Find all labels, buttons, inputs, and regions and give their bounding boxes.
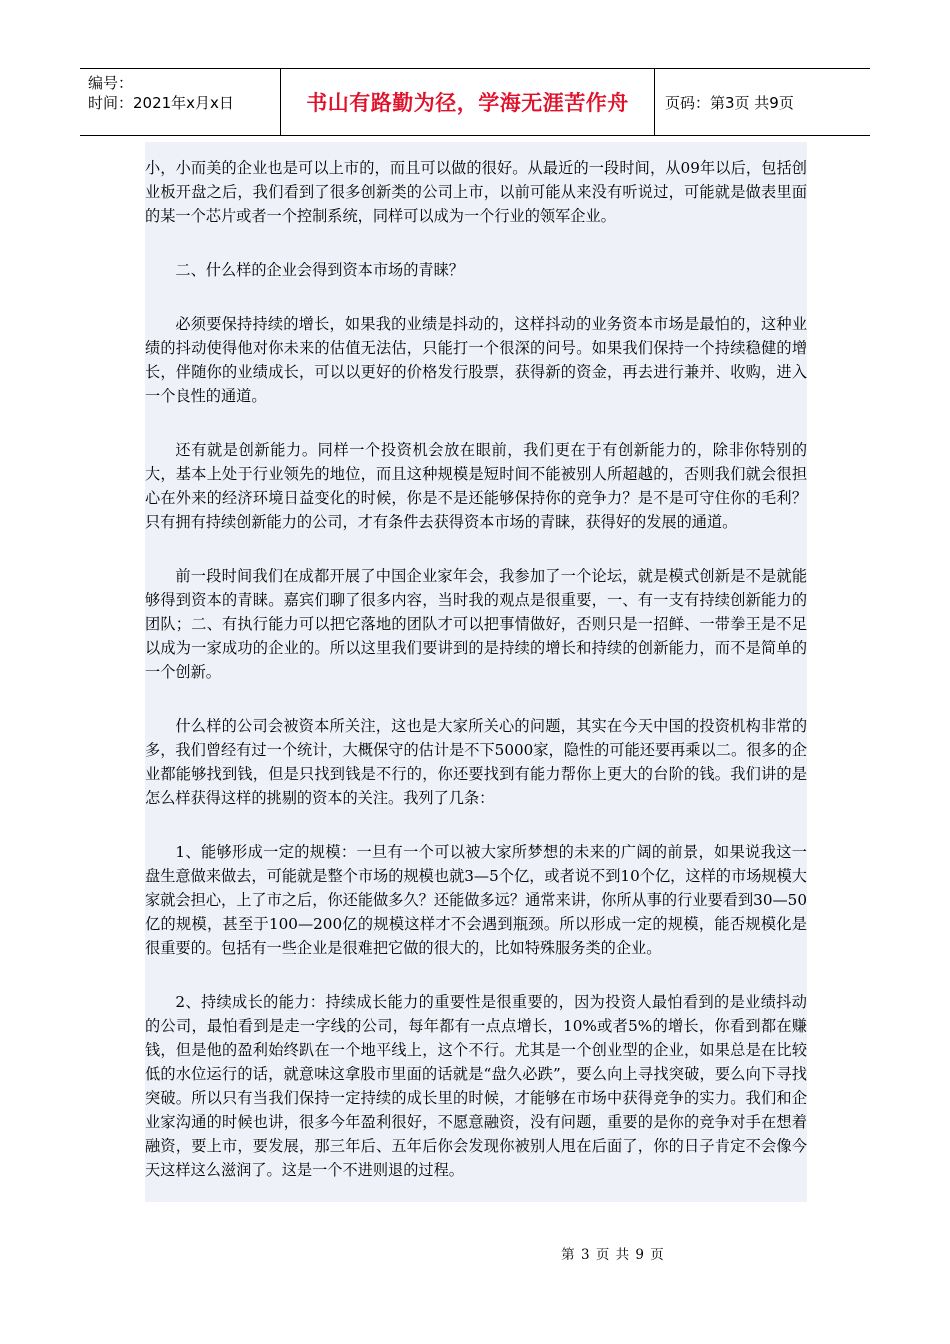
paragraph-block [145, 422, 807, 548]
document-number-label: 编号： [88, 74, 134, 92]
paragraph-block [145, 142, 807, 242]
paragraph: 必须要保持持续的增长，如果我的业绩是抖动的，这样抖动的业务资本市场是最怕的，这种业绩的抖动使得他对你未来的估值无法估，只能打一个很深的问号。如果我们保持一个持续稳健的增长，伴随你的业绩成长，可以以更好的价格发行股票，获得新的资金，再去进行兼并、收购，进入一个良性的通道。 [145, 315, 807, 405]
paragraph-block [145, 824, 807, 974]
header-page-info: 页码：第3页 共9页 [665, 93, 794, 112]
paragraph-block [145, 242, 807, 296]
paragraph-block [145, 296, 807, 422]
paragraph: 小，小而美的企业也是可以上市的，而且可以做的很好。从最近的一段时间，从09年以后，包括创业板开盘之后，我们看到了很多创新类的公司上市，以前可能从来没有听说过，可能就是做表里面的某一个芯片或者一个控制系统，同样可以成为一个行业的领军企业。 [145, 159, 807, 225]
paragraph: 前一段时间我们在成都开展了中国企业家年会，我参加了一个论坛，就是模式创新是不是就能够得到资本的青睐。嘉宾们聊了很多内容，当时我的观点是很重要，一、有一支有持续创新能力的团队；二、有执行能力可以把它落地的团队才可以把事情做好，否则只是一招鲜、一带拳王是不足以成为一家成功的企业的。所以这里我们要讲到的是持续的增长和持续的创新能力，而不是简单的一个创新。 [145, 567, 807, 681]
paragraph: 1、能够形成一定的规模：一旦有一个可以被大家所梦想的未来的广阔的前景，如果说我这一盘生意做来做去，可能就是整个市场的规模也就3—5个亿，或者说不到10个亿，这样的市场规模大家就会担心，上了市之后，你还能做多久？还能做多远？通常来讲，你所从事的行业要看到30—50亿的规模，甚至于100—200亿的规模这样才不会遇到瓶颈。所以形成一定的规模，能否规模化是很重要的。包括有一些企业是很难把它做的很大的，比如特殊服务类的企业。 [145, 843, 807, 957]
paragraph: 2、持续成长的能力：持续成长能力的重要性是很重要的，因为投资人最怕看到的是业绩抖动的公司，最怕看到是走一字线的公司，每年都有一点点增长，10%或者5%的增长，你看到都在赚钱，但是他的盈利始终趴在一个地平线上，这个不行。尤其是一个创业型的企业，如果总是在比较低的水位运行的话，就意味这拿股市里面的话就是“盘久必跌”，要么向上寻找突破，要么向下寻找突破。所以只有当我们保持一定持续的成长里的时候，才能够在市场中获得竞争的实力。我们和企业家沟通的时候也讲，很多今年盈利很好，不愿意融资，没有问题，重要的是你的竞争对手在想着融资，要上市，要发展，那三年后、五年后你会发现你被别人甩在后面了，你的日子肯定不会像今天这样这么滋润了。这是一个不进则退的过程。 [145, 993, 807, 1179]
document-date-label: 时间：2021年x月x日 [88, 94, 234, 112]
paragraph-block [145, 974, 807, 1196]
header-motto: 书山有路勤为径，学海无涯苦作舟 [281, 69, 655, 135]
header-meta-cell [80, 69, 281, 135]
document-body [145, 142, 807, 1202]
document-header [80, 68, 870, 136]
paragraph: 什么样的公司会被资本所关注，这也是大家所关心的问题，其实在今天中国的投资机构非常的多，我们曾经有过一个统计，大概保守的估计是不下5000家，隐性的可能还要再乘以二。很多的企业都能够找到钱，但是只找到钱是不行的，你还要找到有能力帮你上更大的台阶的钱。我们讲的是怎么样获得这样的挑剔的资本的关注。我列了几条： [145, 717, 807, 807]
section-heading: 二、什么样的企业会得到资本市场的青睐？ [175, 261, 464, 279]
paragraph-block [145, 698, 807, 824]
page-footer: 第 3 页 共 9 页 [561, 1247, 665, 1263]
paragraph: 还有就是创新能力。同样一个投资机会放在眼前，我们更在于有创新能力的，除非你特别的大，基本上处于行业领先的地位，而且这种规模是短时间不能被别人所超越的，否则我们就会很担心在外来的经济环境日益变化的时候，你是不是还能够保持你的竞争力？是不是可守住你的毛利？只有拥有持续创新能力的公司，才有条件去获得资本市场的青睐，获得好的发展的通道。 [145, 441, 807, 531]
paragraph-block [145, 548, 807, 698]
